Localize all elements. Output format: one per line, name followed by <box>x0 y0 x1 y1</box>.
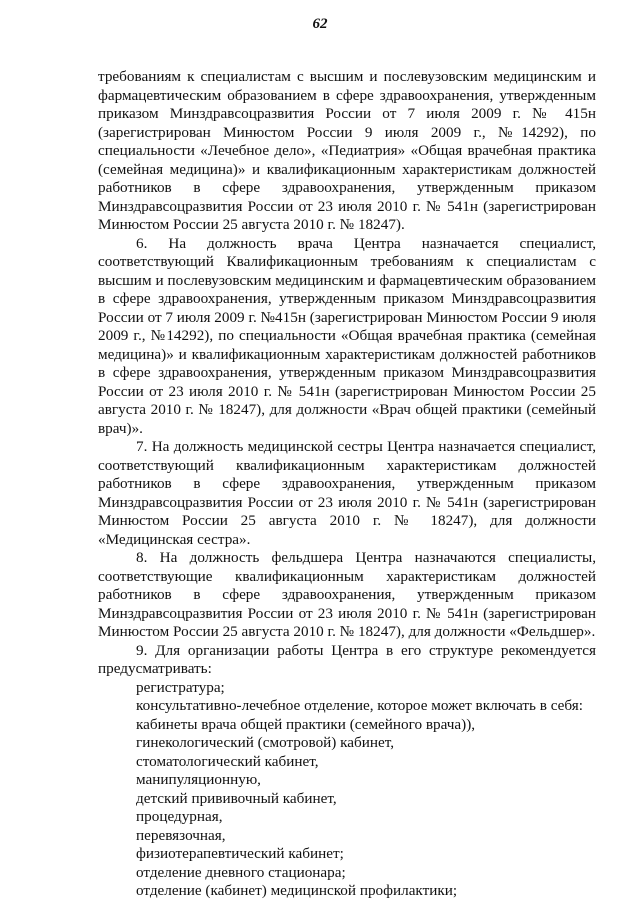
list-item: физиотерапевтический кабинет; <box>136 845 344 862</box>
list-item: кабинеты врача общей практики (семейного врача)), <box>136 715 476 733</box>
list-item: регистратура; <box>136 678 225 696</box>
list-item: перевязочная, <box>136 826 226 844</box>
paragraph-8: 8. На должность фельдшера Центра назначаются специалисты, соответствующие квалификационным характеристикам должностей работников в сфере здравоохранения, утвержденным приказом Минздравсоцразвития России от 23 июля 2010 г. № 541н (зарегистрирован Минюстом России 25 августа 2010 г. № 18247), для должности «Фельдшер». <box>98 549 596 640</box>
list-item: отделение (кабинет) медицинской профилактики; <box>136 882 458 899</box>
list-item: процедурная, <box>136 808 223 825</box>
list-item: консультативно-лечебное отделение, которое может включать в себя: <box>136 697 583 714</box>
list-item: гинекологический (смотровой) кабинет, <box>136 734 395 751</box>
paragraph-6: 6. На должность врача Центра назначается специалист, соответствующий Квалификационным требованиям к специалистам с высшим и послевузовским медицинским и фармацевтическим образованием в сфере здравоохранения, утвержденным приказом Минздравсоцразвития России от 7 июля 2009 г. №415н (зарегистрирован Минюстом России 9 июля 2009 г., №14292), по специальности «Общая врачебная практика (семейная медицина)» и квалификационным характеристикам должностей работников в сфере здравоохранения, утвержденным приказом Минздравсоцразвития России от 23 июля 2010 г. № 541н (зарегистрирован Минюстом России 25 августа 2010 г. № 18247), для должности «Врач общей практики (семейный врач)». <box>98 234 596 437</box>
paragraph-7: 7. На должность медицинской сестры Центра назначается специалист, соответствующий квалификационным характеристикам должностей работников в сфере здравоохранения, утвержденным приказом Минздравсоцразвития России от 23 июля 2010 г. № 541н (зарегистрирован Минюстом России 25 августа 2010 г. № 18247), для должности «Медицинская сестра». <box>98 438 596 548</box>
list-item: манипуляционную, <box>136 771 261 788</box>
list-item: стоматологический кабинет, <box>136 752 319 770</box>
page-number: 62 <box>312 16 328 32</box>
structure-list <box>98 679 596 901</box>
paragraph-continuation: требованиям к специалистам с высшим и послевузовским медицинским и фармацевтическим образованием в сфере здравоохранения, утвержденным приказом Минздравсоцразвития России от 7 июля 2009 г. № 415н (зарегистрирован Минюстом России 9 июля 2009 г., №14292), по специальности «Лечебное дело», «Педиатрия» «Общая врачебная практика (семейная медицина)» и квалификационным характеристикам должностей работников в сфере здравоохранения, утвержденным приказом Минздравсоцразвития России от 23 июля 2010 г. № 541н (зарегистрирован Минюстом России 25 августа 2010 г. № 18247). <box>98 68 596 233</box>
list-item: детский прививочный кабинет, <box>136 789 337 807</box>
paragraph-9: 9. Для организации работы Центра в его структуре рекомендуется предусматривать: <box>98 641 596 677</box>
list-item: отделение дневного стационара; <box>136 863 346 881</box>
document-body <box>98 68 596 901</box>
